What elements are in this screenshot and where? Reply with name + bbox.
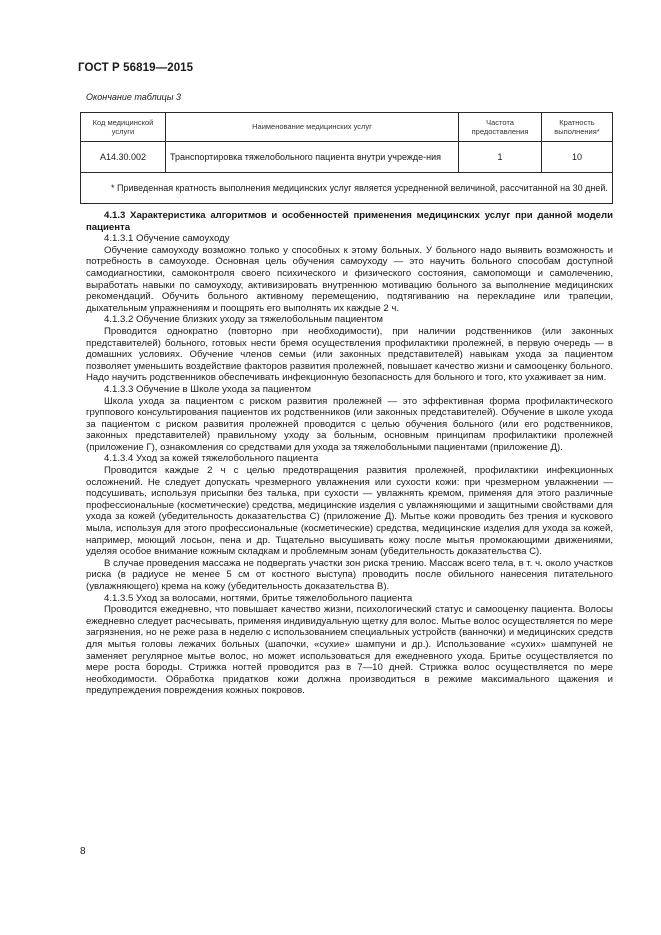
table-caption: Окончание таблицы 3 — [86, 92, 181, 102]
table-footnote — [81, 173, 613, 204]
section-heading: 4.1.3 Характеристика алгоритмов и особенностей применения медицинских услуг при данной модели пациента — [86, 210, 613, 233]
cell-multiplicity: 10 — [542, 142, 613, 173]
column-header-name: Наименование медицинских услуг — [166, 113, 459, 142]
body-text — [86, 210, 613, 697]
table-row — [81, 142, 613, 173]
column-header-multiplicity: Кратность выполнения* — [542, 113, 613, 142]
cell-frequency: 1 — [459, 142, 542, 173]
paragraph: Проводится однократно (повторно при необходимости), при наличии родственников (или законных представителей) больного, готовых нести бремя осуществления профилактики пролежней, в первую очередь — в домашних условиях. Обучение членов семьи (или законных представителей) навыкам ухода за пациентом позволяет уменьшить воздействие факторов развития пролежней, повышает качество жизни и самооценку больного. Надо научить родственников обеспечивать инфекционную безопасность для больного и того, кто ухаживает за ним. — [86, 325, 613, 384]
paragraph: Проводится каждые 2 ч с целью предотвращения развития пролежней, профилактики инфекционных осложнений. Не следует допускать чрезмерного увлажнения или сухости кожи: при чрезмерном увлажнении — подсушивать, используя присыпки без талька, при сухости — увлажнять кремом, применяя для этого различные профессиональные (косметические) средства, медицинские изделия с увлажняющими и защитными свойствами для ухода за кожей (убедительность доказательства С) (приложение Д). Мытье кожи проводить без трения и кускового мыла, используя для этого профессиональные (косметические) средства, медицинские изделия для ухода за кожей, например, моющий лосьон, пена и др. Тщательно высушивать кожу после мытья промокающими движениями, уделяя особое внимание кожным складкам и проблемным зонам (убедительность доказательства С). — [86, 465, 613, 558]
subsection-heading: 4.1.3.4 Уход за кожей тяжелобольного пациента — [104, 453, 319, 465]
subsection-heading: 4.1.3.5 Уход за волосами, ногтями, бритье тяжелобольного пациента — [104, 592, 413, 604]
table-header-row — [81, 113, 613, 142]
table-footnote-text: * Приведенная кратность выполнения медицинских услуг является усредненной величиной, рассчитанной на 30 дней. — [111, 182, 608, 193]
page-number: 8 — [80, 846, 86, 857]
table-footnote-row — [81, 173, 613, 204]
paragraph: Обучение самоуходу возможно только у способных к этому больных. У больного надо выявить возможность и потребность в самоуходе. Основная цель обучения самоуходу — это научить больного способам доступной самодиагностики, самоконтроля своего психического и физического состояния, самопомощи и самолечению, выработать навыки по самоуходу, активизировать внутреннюю мотивацию больного за выполнение медицинских рекомендаций. Обучить больного активному перемещению, подтягиванию на перекладине или трапеции, дыхательным упражнениям и поощрять его выполнять их каждые 2 ч. — [86, 244, 613, 314]
subsection-heading: 4.1.3.1 Обучение самоуходу — [104, 233, 230, 245]
subsection-heading: 4.1.3.2 Обучение близких уходу за тяжелобольным пациентом — [104, 314, 384, 326]
cell-name: Транспортировка тяжелобольного пациента внутри учрежде-ния — [166, 142, 459, 173]
column-header-frequency: Частота предоставления — [459, 113, 542, 142]
column-header-code: Код медицинской услуги — [81, 113, 166, 142]
cell-code: А14.30.002 — [81, 142, 166, 173]
paragraph: Проводится ежедневно, что повышает качество жизни, психологический статус и самооценку пациента. Волосы ежедневно следует расчесывать, применяя индивидуальную щетку для волос. Мытье волос осуществляется по мере загрязнения, но не реже раза в неделю с использованием специальных устройств (ванночки) и медицинских средств для мытья головы лежачих больных (шапочки, «сухие» шампуни и др.). Использование «сухих» шампуней не заменяет регулярное мытье волос, но может использоваться для ежедневного ухода. Бритье осуществляется по мере роста бороды. Стрижка ногтей проводится раз в 7—10 дней. Стрижка волос осуществляется по мере необходимости. Обработка придатков кожи должна производиться в режиме максимального щажения и предупреждения повреждения кожных покровов. — [86, 604, 613, 697]
paragraph: Школа ухода за пациентом с риском развития пролежней — это эффективная форма профилактического группового консультирования пациентов их родственников (или законных представителей). Обучение в школе ухода за пациентом с риском развития пролежней проводится с целью обучения больного (или его родственников, законных представителей) правильному уходу за больным, основным принципам профилактики пролежней (приложение Г), ознакомления со средствами для ухода за тяжелобольными пациентами (приложение Д). — [86, 395, 613, 453]
document-header: ГОСТ Р 56819—2015 — [78, 62, 194, 74]
services-table — [80, 112, 613, 204]
subsection-heading: 4.1.3.3 Обучение в Школе ухода за пациентом — [104, 383, 311, 395]
paragraph: В случае проведения массажа не подвергать участки зон риска трению. Массаж всего тела, в т. ч. около участков риска (в радиусе не менее 5 см от костного выступа) проводить после обильного нанесения питательного (увлажняющего) крема на кожу (убедительность доказательства В). — [86, 557, 613, 592]
